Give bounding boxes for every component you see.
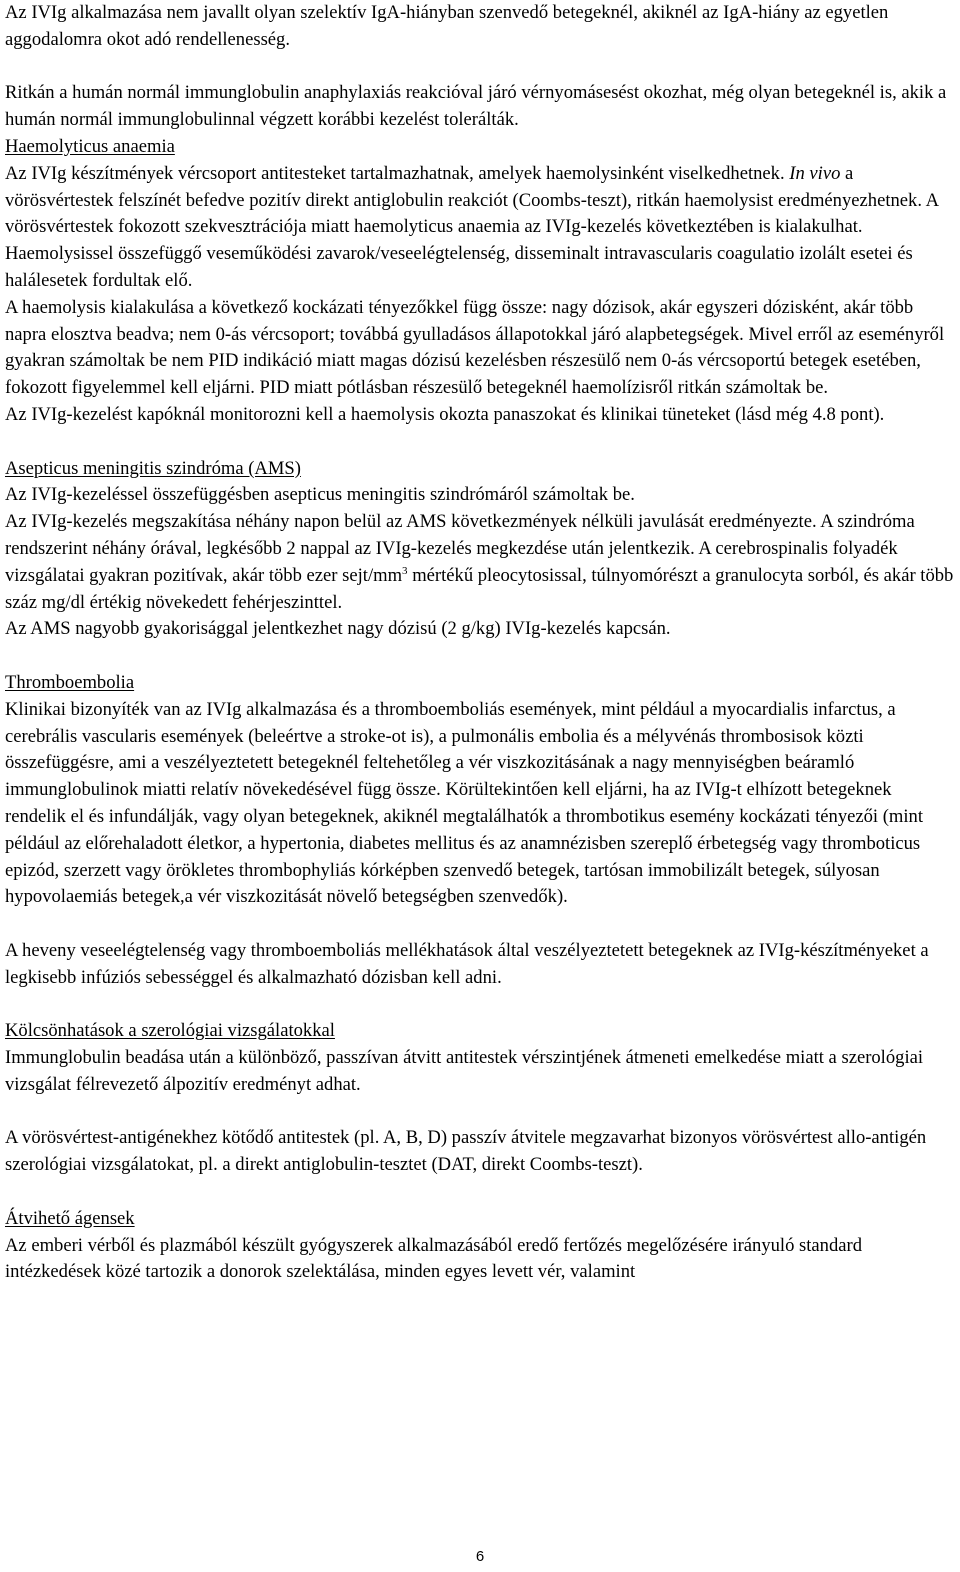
paragraph-ams-3: Az AMS nagyobb gyakorisággal jelentkezhet nagy dózisú (2 g/kg) IVIg-kezelés kapcsán.: [5, 618, 671, 640]
paragraph-thrombo-2: A heveny veseelégtelenség vagy thromboemboliás mellékhatások által veszélyeztetett betegeknek az IVIg-készítményeket a legkisebb infúziós sebességgel és alkalmazható dózisban kell adni.: [5, 939, 929, 988]
heading-haemolyticus-anaemia: Haemolyticus anaemia: [5, 135, 175, 157]
paragraph-anaphylaxis: Ritkán a humán normál immunglobulin anaphylaxiás reakcióval járó vérnyomásesést okozhat, még olyan betegeknél is, akik a humán normál immunglobulinnal végzett korábbi kezelést tolerálták.: [5, 82, 947, 131]
page-number: 6: [475, 1548, 485, 1565]
spacer: [5, 911, 957, 938]
paragraph-serology-2: A vörösvértest-antigénekhez kötődő antitestek (pl. A, B, D) passzív átvitele megzavarhat bizonyos vörösvértest allo-antigén szerológiai vizsgálatokat, pl. a direkt antiglobulin-tesztet (DAT, direkt Coombs-teszt).: [5, 1127, 927, 1176]
heading-transmissible-agents: Átvihető ágensek: [5, 1207, 135, 1229]
paragraph-haemolysis-4: Az IVIg-kezelést kapóknál monitorozni kell a haemolysis okozta panaszokat és klinikai tüneteket (lásd még 4.8 pont).: [5, 403, 885, 425]
text-fragment: Az IVIg-kezelés megszakítása néhány napon belül az AMS következmények nélküli javulását eredményezte. A szindróma rendszerint néhány órával, legkésőbb 2 nappal az IVIg-kezelés megkezdése után jelentkezik. A cerebrospinalis folyadék vizsgálatai gyakran pozitívak, akár több ezer sejt/mm: [5, 511, 915, 586]
paragraph-haemolysis-2: Haemolysissel összefüggő veseműködési zavarok/veseelégtelenség, disseminalt intravascularis coagulatio izolált esetei és halálesetek fordultak elő.: [5, 243, 913, 291]
text-fragment: mértékű pleocytosissal, túlnyomórészt a granulocyta sorból, és akár több száz mg/dl értékig növekedett fehérjeszinttel.: [5, 564, 954, 613]
paragraph-agents-1: Az emberi vérből és plazmából készült gyógyszerek alkalmazásából eredő fertőzés megelőzésére irányuló standard intézkedések közé tartozik a donorok szelektálása, minden egyes levett vér, valamint: [5, 1234, 863, 1283]
paragraph-iga: Az IVIg alkalmazása nem javallt olyan szelektív IgA-hiányban szenvedő betegeknél, akiknél az IgA-hiány az egyetlen aggodalomra okot adó rendellenesség.: [5, 2, 889, 50]
spacer: [5, 1179, 957, 1206]
text-fragment: a vörösvértestek felszínét befedve pozitív direkt antiglobulin reakciót (Coombs-teszt), ritkán haemolysist eredményezhetnek. A vörösvértestek fokozott szekvesztrációja miatt haemolyticus anaemia az IVIg-kezelés következtében is kialakulhat.: [5, 162, 939, 238]
spacer: [5, 54, 957, 81]
superscript-3: 3: [402, 564, 408, 577]
paragraph-ams-2: [5, 509, 957, 616]
spacer: [5, 643, 957, 670]
paragraph-ams-1: Az IVIg-kezeléssel összefüggésben asepticus meningitis szindrómáról számoltak be.: [5, 484, 635, 506]
paragraph-haemolysis-1: [5, 161, 957, 241]
spacer: [5, 991, 957, 1018]
spacer: [5, 429, 957, 456]
spacer: [5, 1099, 957, 1126]
heading-ams: Asepticus meningitis szindróma (AMS): [5, 457, 301, 479]
paragraph-haemolysis-3: A haemolysis kialakulása a következő kockázati tényezőkkel függ össze: nagy dózisok, akár egyszeri dózisként, akár több napra elosztva beadva; nem 0-ás vércsoport; továbbá gyulladásos állapotokkal járó alapbetegségek. Mivel erről az eseményről gyakran számoltak be nem PID indikáció miatt magas dózisú kezelésben részesülő nem 0-ás vércsoportú betegek esetében, fokozott figyelemmel kell eljárni. PID miatt pótlásban részesülő betegeknél haemolízisről ritkán számoltak be.: [5, 296, 945, 399]
paragraph-serology-1: Immunglobulin beadása után a különböző, passzívan átvitt antitestek vérszintjének átmeneti emelkedése miatt a szerológiai vizsgálat félrevezető álpozitív eredményt adhat.: [5, 1047, 924, 1095]
italic-in-vivo: In vivo: [789, 162, 841, 184]
heading-thromboembolia: Thromboembolia: [5, 671, 135, 693]
heading-serology: Kölcsönhatások a szerológiai vizsgálatokkal: [5, 1020, 335, 1042]
text-fragment: Az IVIg készítmények vércsoport antitesteket tartalmazhatnak, amelyek haemolysinként viselkedhetnek.: [5, 162, 785, 184]
document-body: [5, 0, 957, 1286]
paragraph-thrombo-1: Klinikai bizonyíték van az IVIg alkalmazása és a thromboemboliás események, mint például a myocardialis infarctus, a cerebrális vascularis események (beleértve a stroke-ot is), a pulmonális embolia és a mélyvénás thrombosisok közti összefüggésre, ami a veszélyeztetett betegeknél feltehetőleg a vér viszkozitásának a nagy mennyiségben beáramló immunglobulinok miatti relatív növekedésével függ össze. Körültekintően kell eljárni, ha az IVIg-t elhízott betegeknek rendelik el és infundálják, vagy olyan betegeknek, akiknél megtalálhatók a thrombotikus esemény kockázati tényezői (mint például az előrehaladott életkor, a hypertonia, diabetes mellitus és az anamnézisben szereplő érbetegség vagy thromboticus epizód, szerzett vagy örökletes thrombophyliás kórképben szenvedő betegek, tartósan immobilizált betegek, súlyosan hypovolaemiás betegek,a vér viszkozitását növelő betegségben szenvedők).: [5, 698, 924, 908]
